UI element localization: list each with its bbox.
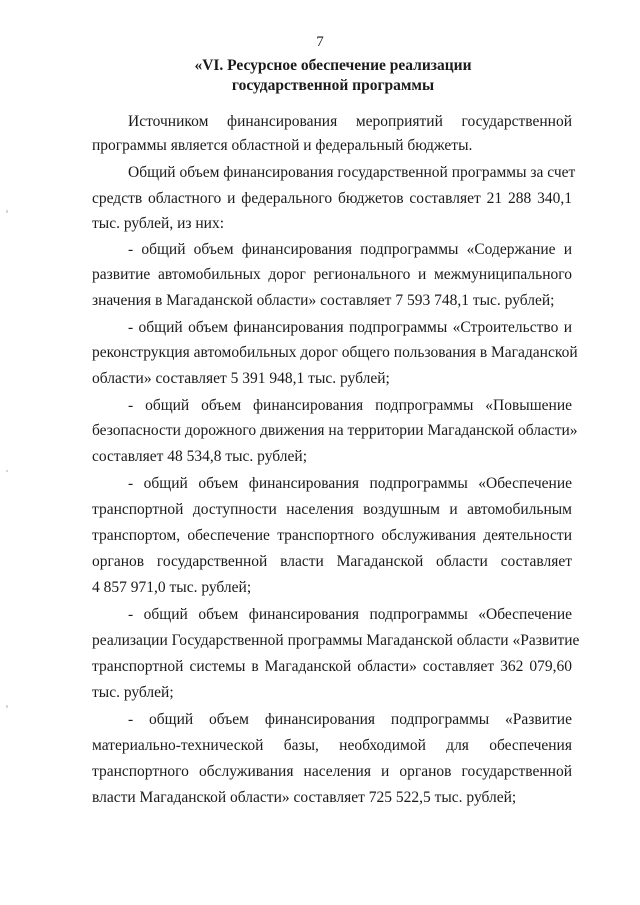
paragraph-line: Источником финансирования мероприятий государственной bbox=[128, 113, 572, 130]
scan-speck bbox=[6, 210, 8, 213]
list-item-line: - общий объем финансирования подпрограммы «Содержание и bbox=[128, 241, 572, 258]
list-item-line: 4 857 971,0 тыс. рублей; bbox=[92, 579, 252, 596]
paragraph-line: тыс. рублей, из них: bbox=[92, 215, 225, 232]
list-item-line: тыс. рублей; bbox=[92, 684, 174, 701]
list-item-line: - общий объем финансирования подпрограммы «Обеспечение bbox=[128, 606, 572, 623]
section-heading bbox=[0, 56, 640, 96]
scan-speck bbox=[6, 470, 8, 472]
list-item-line: - общий объем финансирования подпрограммы «Строительство и bbox=[128, 319, 572, 336]
list-item-line: - общий объем финансирования подпрограммы «Повышение bbox=[128, 397, 572, 414]
list-item-line: реконструкция автомобильных дорог общего пользования в Магаданской bbox=[92, 344, 578, 361]
list-item-line: транспортом, обеспечение транспортного обслуживания деятельности bbox=[92, 527, 572, 544]
section-heading-line-1: «VI. Ресурсное обеспечение реализации bbox=[194, 57, 472, 74]
list-item-line: значения в Магаданской области» составляет 7 593 748,1 тыс. рублей; bbox=[92, 292, 555, 309]
list-item-line: безопасности дорожного движения на территории Магаданской области» bbox=[92, 422, 578, 439]
page-number: 7 bbox=[316, 34, 324, 50]
list-item-line: развитие автомобильных дорог регионального и межмуниципального bbox=[92, 266, 572, 283]
scan-speck bbox=[6, 705, 8, 708]
list-item-line: транспортного обслуживания населения и органов государственной bbox=[92, 763, 572, 780]
list-item-line: транспортной доступности населения воздушным и автомобильным bbox=[92, 501, 572, 518]
section-heading-line-2: государственной программы bbox=[231, 77, 435, 94]
list-item-line: составляет 48 534,8 тыс. рублей; bbox=[92, 448, 307, 465]
paragraph-line: Общий объем финансирования государственной программы за счет bbox=[128, 164, 576, 181]
list-item-line: материально-технической базы, необходимой для обеспечения bbox=[92, 737, 572, 754]
list-item-line: области» составляет 5 391 948,1 тыс. рублей; bbox=[92, 370, 390, 387]
list-item-line: органов государственной власти Магаданской области составляет bbox=[92, 553, 572, 570]
paragraph-line: программы является областной и федеральный бюджеты. bbox=[92, 137, 473, 154]
paragraph-line: средств областного и федерального бюджетов составляет 21 288 340,1 bbox=[92, 190, 572, 207]
list-item-line: власти Магаданской области» составляет 725 522,5 тыс. рублей; bbox=[92, 789, 517, 806]
list-item-line: транспортной системы в Магаданской области» составляет 362 079,60 bbox=[92, 658, 572, 675]
list-item-line: - общий объем финансирования подпрограммы «Обеспечение bbox=[128, 475, 572, 492]
list-item-line: - общий объем финансирования подпрограммы «Развитие bbox=[128, 711, 572, 728]
list-item-line: реализации Государственной программы Магаданской области «Развитие bbox=[92, 632, 580, 649]
